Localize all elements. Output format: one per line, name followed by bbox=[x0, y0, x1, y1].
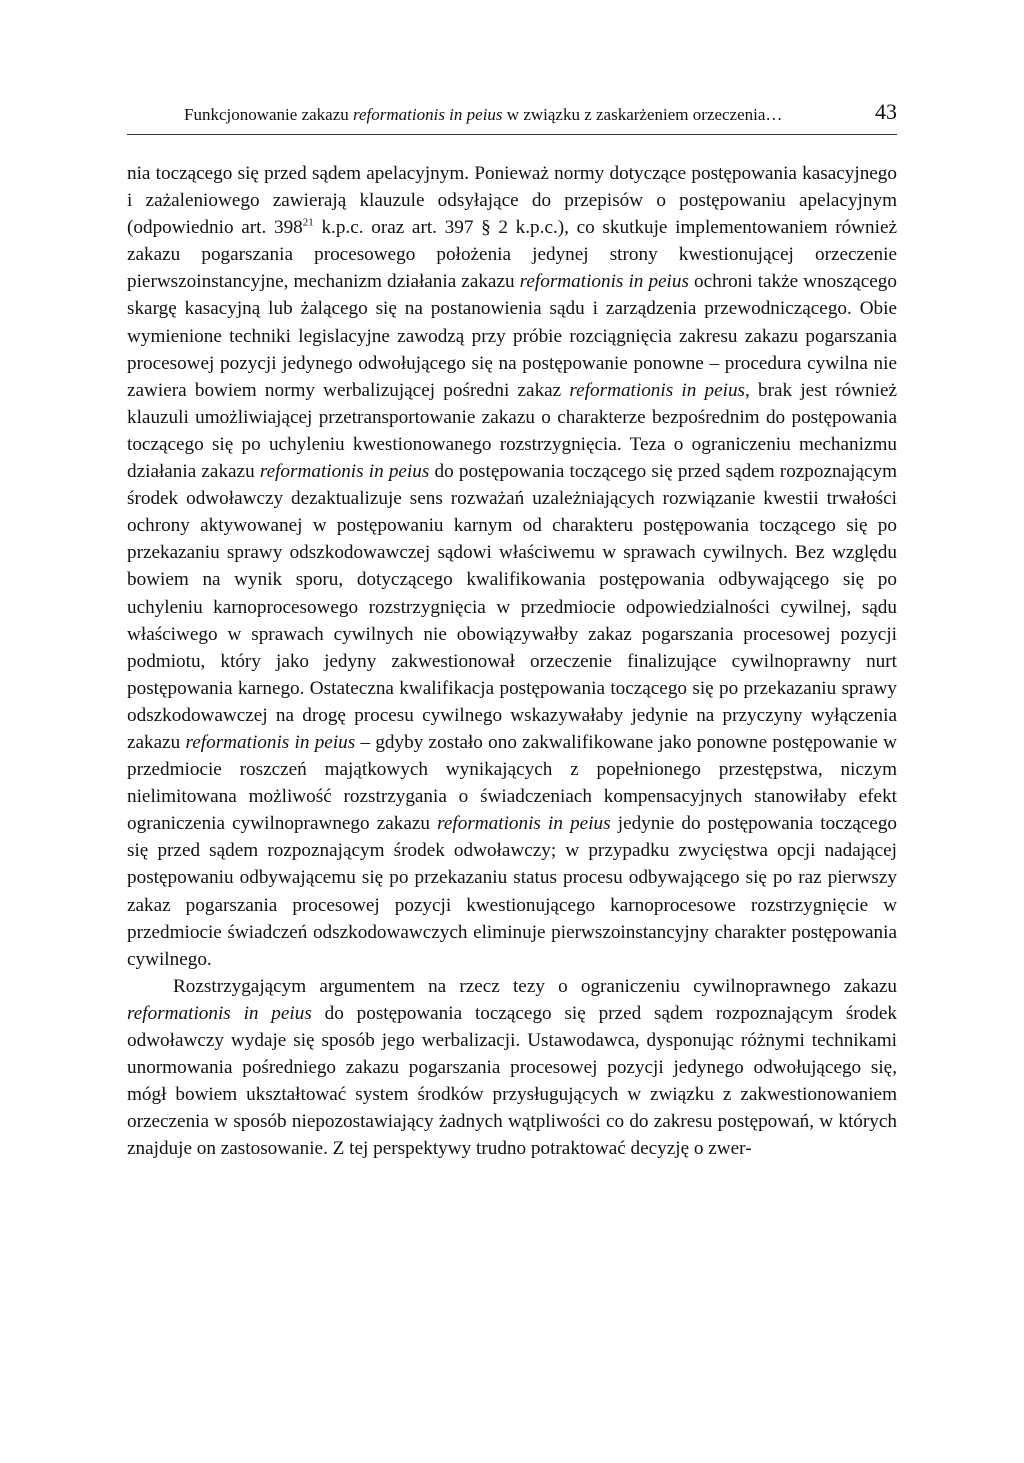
text-run: k.p.c. oraz art. 397 § 2 k.p.c.), co skutkuje implementowaniem również zakazu pogarszania procesowego położenia jedynej strony kwestionującej orzeczenie pierwszoinstancyjne, mechanizm działania zakazu bbox=[127, 217, 897, 293]
page-number: 43 bbox=[875, 99, 897, 124]
text-run: jedynie do postępowania toczącego się przed sądem rozpoznającym środek odwoławczy; w przypadku zwycięstwa opcji nadającej postępowaniu odbywającemu się po przekazaniu status procesu odbywającego się po raz pierwszy zakaz pogarszania procesowej pozycji kwestionującego karnoprocesowe rozstrzygnięcie w przedmiocie świadczeń odszkodowawczych eliminuje pierwszoinstancyjny charakter postępowania cywilnego. bbox=[127, 813, 898, 970]
text-run: do postępowania toczącego się przed sądem rozpoznającym środek odwoławczy wydaje się sposób jego werbalizacji. Ustawodawca, dysponując różnymi technikami unormowania pośredniego zakazu pogarszania procesowej pozycji jedynego odwołującego się, mógł bowiem ukształtować system środków przysługujących w związku z zakwestionowaniem orzeczenia w sposób niepozostawiający żadnych wątpliwości co do zakresu postępowań, w których znajduje on zastosowanie. Z tej perspektywy trudno potraktować decyzję o zwer- bbox=[127, 1002, 897, 1160]
header-title-italic: reformationis in peius bbox=[353, 105, 503, 124]
header-title bbox=[184, 100, 782, 130]
text-run: , brak jest również klauzuli umożliwiającej przetransportowanie zakazu o charakterze bezpośrednim do postępowania toczącego się po uchyleniu kwestionowanego rozstrzygnięcia. Teza o ograniczeniu mechanizmu działania zakazu bbox=[127, 379, 897, 483]
italic-term: reformationis in peius bbox=[185, 731, 356, 753]
paragraph bbox=[127, 160, 897, 973]
italic-term: reformationis in peius bbox=[259, 461, 430, 483]
italic-term: reformationis in peius bbox=[437, 813, 611, 835]
text-run: ochroni także wnoszącego skargę kasacyjną lub żalącego się na postanowienia sądu i zarządzenia przewodniczącego. Obie wymienione techniki legislacyjne zawodzą przy próbie rozciągnięcia zakresu zakazu pogarszania procesowej pozycji jedynego odwołującego się na postępowanie ponowne – procedura cywilna nie zawiera bowiem normy werbalizującej pośredni zakaz bbox=[127, 271, 897, 401]
body-text bbox=[127, 160, 897, 1162]
text-run: Rozstrzygającym argumentem na rzecz tezy o ograniczeniu cywilnoprawnego zakazu bbox=[173, 975, 897, 997]
superscript: 21 bbox=[302, 216, 314, 229]
italic-term: reformationis in peius bbox=[519, 271, 689, 293]
header-title-part: Funkcjonowanie zakazu bbox=[184, 105, 353, 124]
text-run: do postępowania toczącego się przed sądem rozpoznającym środek odwoławczy dezaktualizuje sens rozważań uzależniających rozwiązanie kwestii trwałości ochrony aktywowanej w postępowaniu karnym od charakteru postępowania toczącego się po przekazaniu sprawy odszkodowawczej sądowi właściwemu w sprawach cywilnych. Bez względu bowiem na wynik sporu, dotyczącego kwalifikowania postępowania odbywającego się po uchyleniu karnoprocesowego rozstrzygnięcia w przedmiocie odpowiedzialności cywilnej, sądu właściwego w sprawach cywilnych nie obowiązywałby zakaz pogarszania procesowej pozycji podmiotu, który jako jedyny zakwestionował orzeczenie finalizujące cywilnoprawny nurt postępowania karnego. Ostateczna kwalifikacja postępowania toczącego się po przekazaniu sprawy odszkodowawczej na drogę procesu cywilnego wskazywałaby jedynie na przyczyny wyłączenia zakazu bbox=[127, 461, 897, 753]
italic-term: reformationis in peius bbox=[569, 379, 746, 401]
text-run: nia toczącego się przed sądem apelacyjnym. Ponieważ normy dotyczące postępowania kasacyjnego i zażaleniowego zawierają klauzule odsyłające do przepisów o postępowaniu apelacyjnym (odpowiednio art. 398 bbox=[127, 163, 897, 239]
header-title-part: w związku z zaskarżeniem orzeczenia… bbox=[502, 105, 783, 124]
italic-term: reformationis in peius bbox=[127, 1002, 312, 1024]
paragraph bbox=[127, 973, 897, 1163]
running-header bbox=[127, 100, 897, 135]
text-run: – gdyby zostało ono zakwalifikowane jako ponowne postępowanie w przedmiocie roszczeń majątkowych wynikających z popełnionego przestępstwa, niczym nielimitowana możliwość rozstrzygania o świadczeniach kompensacyjnych stanowiłaby efekt ograniczenia cywilnoprawnego zakazu bbox=[127, 731, 897, 835]
